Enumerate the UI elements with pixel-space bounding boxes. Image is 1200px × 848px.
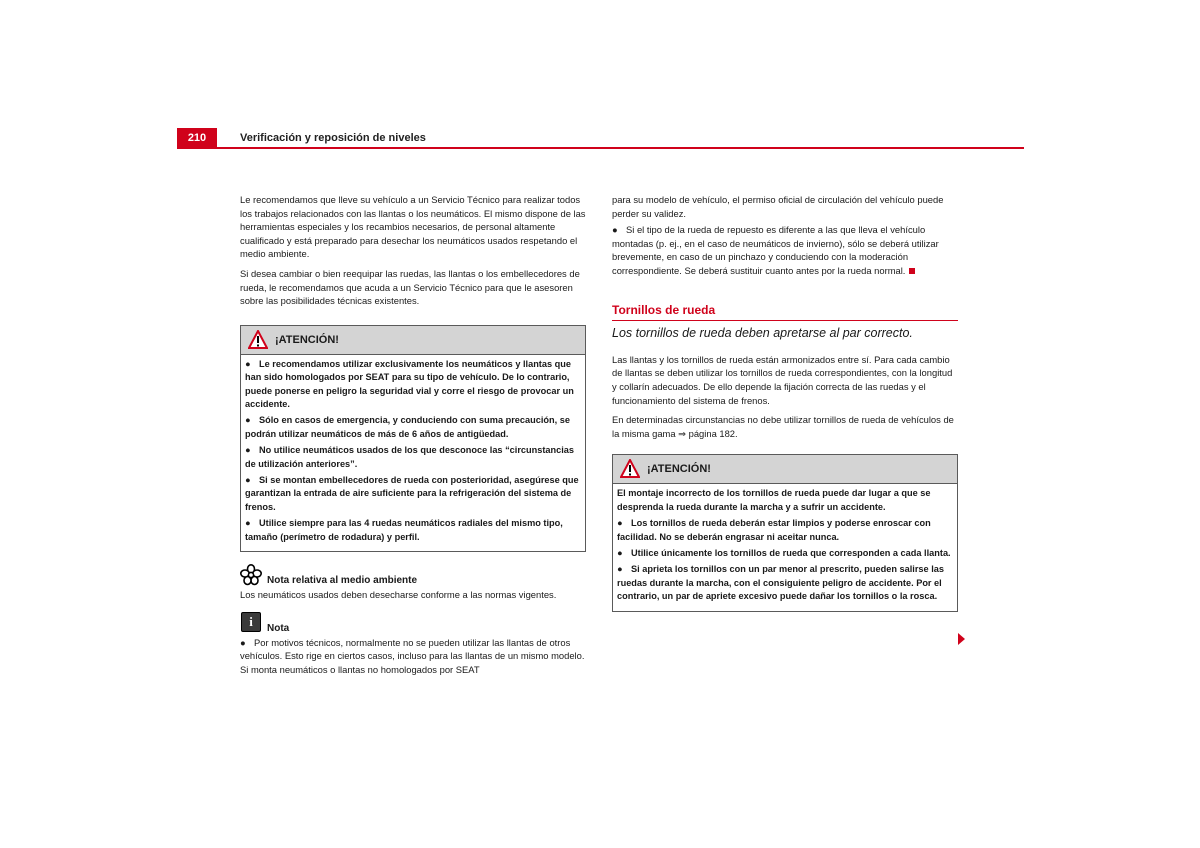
warning-header [613,455,957,484]
next-page-arrow-icon [958,633,965,645]
page-header [177,128,1024,150]
env-note-title: Nota relativa al medio ambiente [267,575,418,587]
paragraph: Le recomendamos que lleve su vehículo a un Servicio Técnico para realizar todos los trabajos relacionados con las llantas o los neumáticos. El mismo dispone de las herramientas especiales y los recambios necesarios, de personal altamente cualificado y está preparado para desechar los neumáticos usados respetando el medio ambiente. [240,194,586,260]
warning-triangle-icon [620,459,640,478]
warning-item: ● Sólo en casos de emergencia, y conduciendo con suma precaución, se podrán utilizar neumáticos de más de 6 años de antigüedad. [245,415,570,439]
note-title: Nota [267,622,290,634]
paragraph: Si desea cambiar o bien reequipar las ruedas, las llantas o los embellecedores de rueda, le recomendamos que acuda a un Servicio Técnico para que le asesoren sobre las posibilidades técnicas existentes. [240,267,580,307]
environment-flower-icon [240,564,262,586]
warning-intro: El montaje incorrecto de los tornillos de rueda puede dar lugar a que se desprenda la rueda durante la marcha y a sufrir un accidente. [617,488,931,512]
warning-title: ¡ATENCIÓN! [647,463,711,476]
header-rule [217,147,1024,149]
bullet-paragraph: ● Si el tipo de la rueda de repuesto es diferente a las que lleva el vehículo montadas (p. ej., en el caso de neumáticos de invierno), sólo se deberá utilizar brevemente, en caso de un pinchazo y conduciendo con la moderación correspondiente. Se deberá sustituir cuanto antes por la rueda normal. [612,224,939,276]
warning-item: ● Los tornillos de rueda deberán estar limpios y poderse enroscar con facilidad. No se deberán engrasar ni aceitar nunca. [617,518,931,542]
warning-box [612,454,958,611]
paragraph: En determinadas circunstancias no debe utilizar tornillos de rueda de vehículos de la misma gama ⇒ página 182. [612,414,954,439]
warning-item: ● Le recomendamos utilizar exclusivamente los neumáticos y llantas que han sido homologados por SEAT para su tipo de vehículo. De lo contrario, puede ponerse en peligro la seguridad vial y corre el riesgo de provocar un accidente. [245,358,574,409]
warning-title: ¡ATENCIÓN! [275,333,339,346]
warning-item: ● Si se montan embellecedores de rueda con posterioridad, asegúrese que garantizan la entrada de aire suficiente para la refrigeración del sistema de frenos. [245,475,579,512]
warning-body [241,355,585,551]
warning-header [241,326,585,355]
section-rule [612,320,958,321]
paragraph: Las llantas y los tornillos de rueda están armonizados entre sí. Para cada cambio de llantas se deben utilizar los tornillos de rueda correspondientes, con la longitud y collarín adecuados. De ello depende la fijación correcta de las ruedas y el funcionamiento del sistema de frenos. [612,353,953,406]
note-header [240,612,586,636]
warning-item: ● No utilice neumáticos usados de los que desconoce las “circunstancias de utilización anteriores”. [245,445,575,469]
warning-box [240,325,586,552]
env-note-header [240,564,586,588]
info-icon: i [241,612,261,632]
warning-triangle-icon [248,330,268,349]
paragraph: para su modelo de vehículo, el permiso oficial de circulación del vehículo puede perder su validez. [612,194,944,219]
env-note-text: Los neumáticos usados deben desecharse conforme a las normas vigentes. [240,589,557,601]
warning-item: ● Utilice únicamente los tornillos de rueda que corresponden a cada llanta. [617,547,951,558]
warning-item: ● Si aprieta los tornillos con un par menor al prescrito, pueden salirse las ruedas durante la marcha, con el consiguiente peligro de accidente. Por el contrario, un par de apriete excesivo puede dañar los tornillos o la rosca. [617,564,944,602]
warning-body [613,484,957,610]
end-of-section-mark [909,268,915,274]
section-subtitle: Los tornillos de rueda deben apretarse al par correcto. [612,326,913,341]
warning-item: ● Utilice siempre para las 4 ruedas neumáticos radiales del mismo tipo, tamaño (perímetro de rodadura) y perfil. [245,518,563,542]
section-title: Tornillos de rueda [612,302,716,317]
note-text: ● Por motivos técnicos, normalmente no se pueden utilizar las llantas de otros vehículos. Esto rige en ciertos casos, incluso para las llantas de un mismo modelo. Si monta neumáticos o llantas no homologados por SEAT [240,636,585,675]
left-column [240,193,586,682]
page-number: 210 [177,128,217,149]
right-column [612,193,958,624]
chapter-title: Verificación y reposición de niveles [240,132,426,144]
